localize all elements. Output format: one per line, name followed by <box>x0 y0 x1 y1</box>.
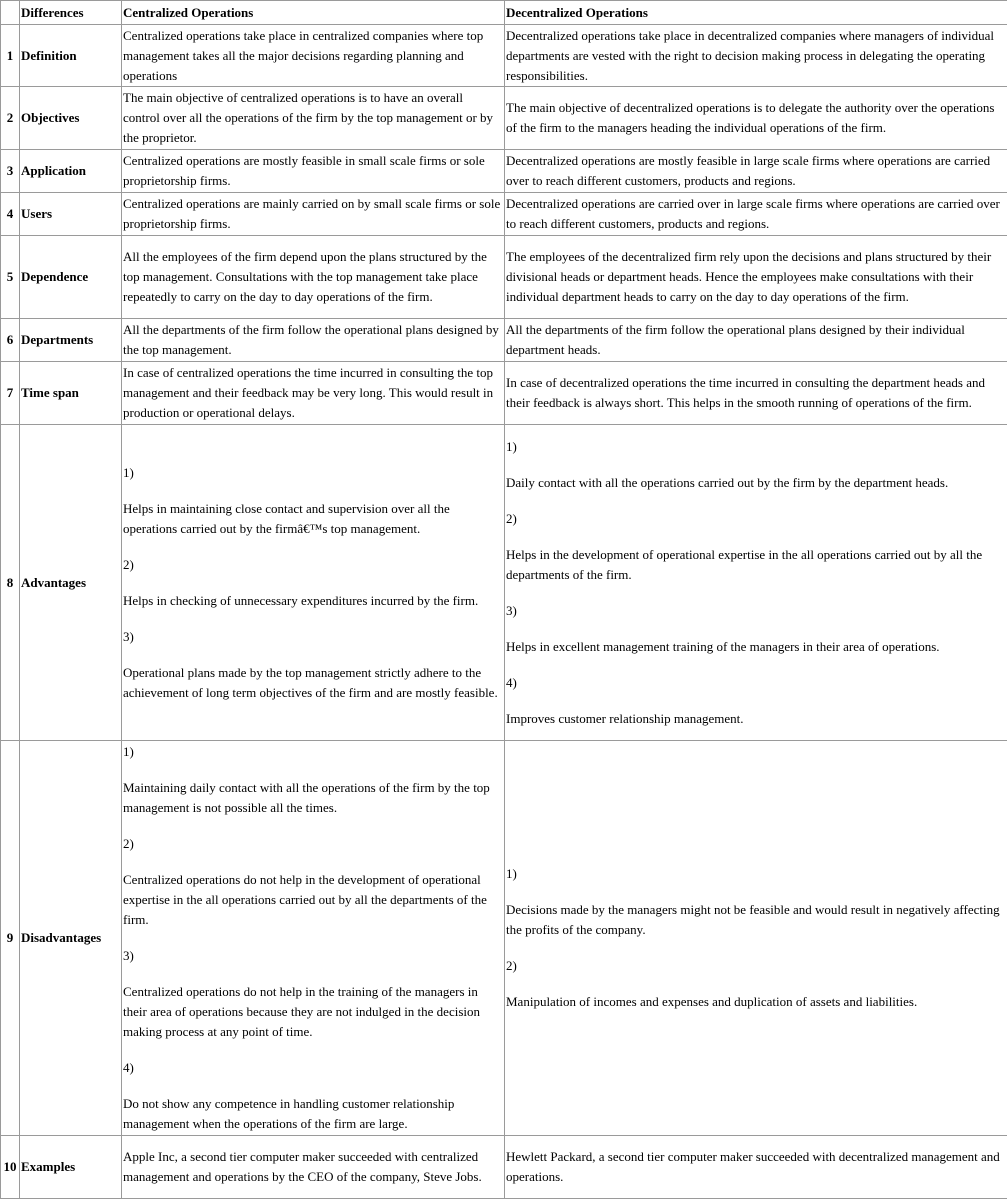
row-label: Dependence <box>20 236 122 319</box>
decentralized-cell: In case of decentralized operations the time incurred in consulting the department heads and their feedback is always short. This helps in the smooth running of operations of the firm. <box>505 362 1007 425</box>
list-item-text: Improves customer relationship management. <box>506 710 744 726</box>
decentralized-cell: Hewlett Packard, a second tier computer maker succeeded with decentralized management and operations. <box>505 1136 1007 1199</box>
header-decentralized: Decentralized Operations <box>505 1 1007 25</box>
list-item-number: 2) <box>506 958 517 973</box>
row-number: 3 <box>1 150 20 193</box>
row-number: 4 <box>1 193 20 236</box>
decentralized-cell <box>505 741 1007 1136</box>
list-item-text: Helps in the development of operational expertise in the all operations carried out by all the departments of the firm. <box>506 546 983 582</box>
centralized-cell: Centralized operations are mostly feasible in small scale firms or sole proprietorship firms. <box>122 150 505 193</box>
decentralized-cell: The employees of the decentralized firm rely upon the decisions and plans structured by their divisional heads or department heads. Hence the employees make consultations with their individual department heads to carry on the day to day operations of the firm. <box>505 236 1007 319</box>
list-item-number: 1) <box>123 464 134 480</box>
list-item-number: 1) <box>123 744 134 759</box>
row-label: Users <box>20 193 122 236</box>
decentralized-cell: Decentralized operations are mostly feasible in large scale firms where operations are carried over to reach different customers, products and regions. <box>505 150 1007 193</box>
row-number: 6 <box>1 319 20 362</box>
list-item-number: 4) <box>506 674 517 690</box>
table-row <box>1 362 1007 425</box>
table-row <box>1 193 1007 236</box>
list-item-number: 4) <box>123 1060 134 1075</box>
table-row <box>1 25 1007 87</box>
row-label: Objectives <box>20 87 122 150</box>
table-row <box>1 319 1007 362</box>
row-label: Time span <box>20 362 122 425</box>
decentralized-cell: Decentralized operations are carried over in large scale firms where operations are carried over to reach different customers, products and regions. <box>505 193 1007 236</box>
list-item-text: Manipulation of incomes and expenses and duplication of assets and liabilities. <box>506 994 918 1009</box>
list-item-text: Operational plans made by the top management strictly adhere to the achievement of long term objectives of the firm and are mostly feasible. <box>123 664 498 700</box>
list-item-number: 3) <box>123 948 134 963</box>
row-number: 1 <box>1 25 20 87</box>
row-label: Disadvantages <box>20 741 122 1136</box>
centralized-cell <box>122 741 505 1136</box>
table-row <box>1 741 1007 1136</box>
decentralized-cell <box>505 425 1007 741</box>
centralized-cell <box>122 425 505 741</box>
row-number: 8 <box>1 425 20 741</box>
decentralized-cell: All the departments of the firm follow the operational plans designed by their individual department heads. <box>505 319 1007 362</box>
decentralized-cell: The main objective of decentralized operations is to delegate the authority over the operations of the firm to the managers heading the individual operations of the firm. <box>505 87 1007 150</box>
list-item-text: Do not show any competence in handling customer relationship management when the operations of the firm are large. <box>123 1096 455 1131</box>
list-item-number: 3) <box>506 602 517 618</box>
list-item-text: Centralized operations do not help in the development of operational expertise in the all operations carried out by all the departments of the firm. <box>123 872 487 927</box>
table-row <box>1 236 1007 319</box>
list-item-text: Decisions made by the managers might not be feasible and would result in negatively affecting the profits of the company. <box>506 902 1000 937</box>
table-row <box>1 87 1007 150</box>
list-item-number: 1) <box>506 438 517 454</box>
table-row <box>1 425 1007 741</box>
row-label: Application <box>20 150 122 193</box>
list-item-text: Helps in checking of unnecessary expenditures incurred by the firm. <box>123 592 479 608</box>
list-item-text: Maintaining daily contact with all the operations of the firm by the top management is not possible all the times. <box>123 780 490 815</box>
list-item-number: 2) <box>506 510 517 526</box>
centralized-cell: The main objective of centralized operations is to have an overall control over all the operations of the firm by the top management or by the proprietor. <box>122 87 505 150</box>
decentralized-cell: Decentralized operations take place in decentralized companies where managers of individual departments are vested with the right to decision making process in delegating the operating responsibilities. <box>505 25 1007 87</box>
list-item-text: Helps in excellent management training of the managers in their area of operations. <box>506 638 940 654</box>
row-label: Definition <box>20 25 122 87</box>
row-number: 5 <box>1 236 20 319</box>
header-row <box>1 1 1007 25</box>
centralized-cell: All the employees of the firm depend upon the plans structured by the top management. Consultations with the top management take place repeatedly to carry on the day to day operations of the firm. <box>122 236 505 319</box>
row-label: Advantages <box>20 425 122 741</box>
table-row <box>1 150 1007 193</box>
list-item-number: 3) <box>123 628 134 644</box>
header-differences: Differences <box>20 1 122 25</box>
centralized-cell: Apple Inc, a second tier computer maker succeeded with centralized management and operations by the CEO of the company, Steve Jobs. <box>122 1136 505 1199</box>
list-item-text: Centralized operations do not help in the training of the managers in their area of operations because they are not indulged in the decision making process at any point of time. <box>123 984 481 1039</box>
row-number: 9 <box>1 741 20 1136</box>
list-item-text: Helps in maintaining close contact and supervision over all the operations carried out by the firmâ€™s top management. <box>123 500 450 536</box>
centralized-cell: All the departments of the firm follow the operational plans designed by the top management. <box>122 319 505 362</box>
list-item-number: 2) <box>123 556 134 572</box>
centralized-cell: Centralized operations take place in centralized companies where top management takes all the major decisions regarding planning and operations <box>122 25 505 87</box>
row-number: 2 <box>1 87 20 150</box>
header-centralized: Centralized Operations <box>122 1 505 25</box>
centralized-cell: In case of centralized operations the time incurred in consulting the top management and their feedback may be very long. This would result in production or operational delays. <box>122 362 505 425</box>
list-item-text: Daily contact with all the operations carried out by the firm by the department heads. <box>506 474 949 490</box>
centralized-cell: Centralized operations are mainly carried on by small scale firms or sole proprietorship firms. <box>122 193 505 236</box>
row-label: Departments <box>20 319 122 362</box>
header-number <box>1 1 20 25</box>
row-label: Examples <box>20 1136 122 1199</box>
list-item-number: 2) <box>123 836 134 851</box>
list-item-number: 1) <box>506 866 517 881</box>
row-number: 7 <box>1 362 20 425</box>
table-row <box>1 1136 1007 1199</box>
row-number: 10 <box>1 1136 20 1199</box>
